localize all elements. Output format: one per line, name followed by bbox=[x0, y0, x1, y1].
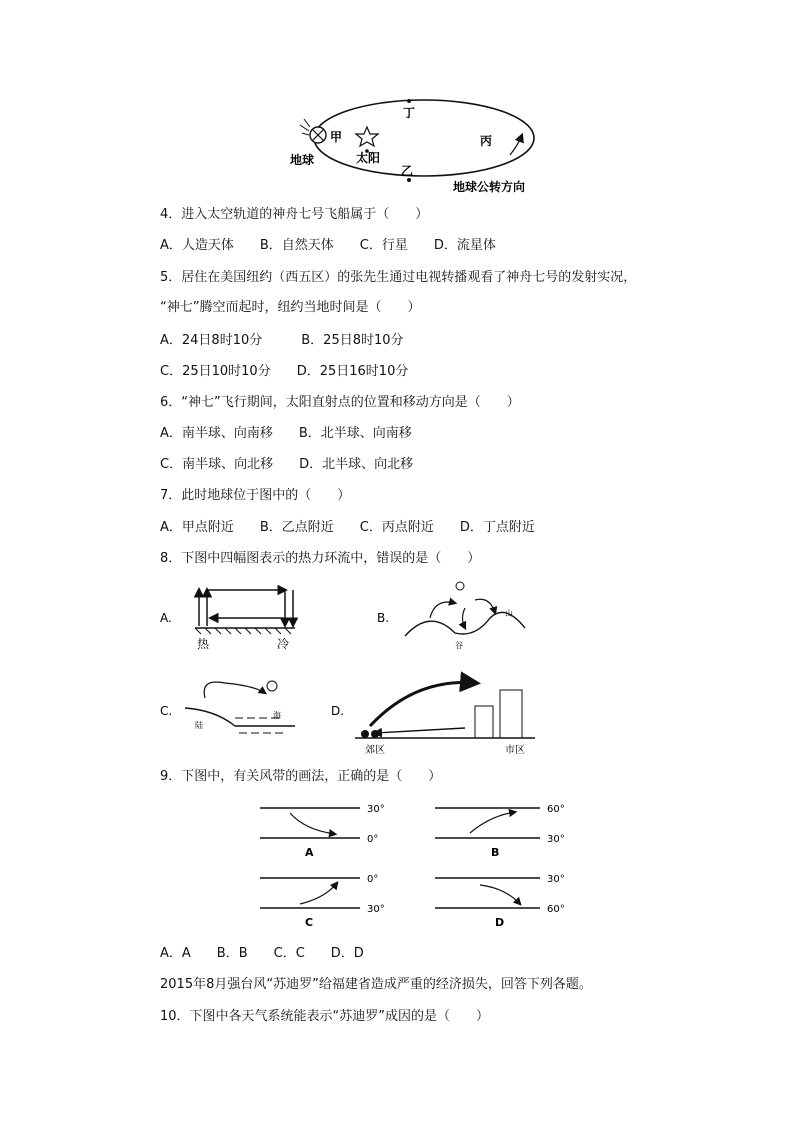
panel-a-cold: 冷 bbox=[277, 637, 290, 651]
question-5-options-1: A．24日8时10分 B．25日8时10分 bbox=[160, 333, 404, 348]
label-earth: 地球 bbox=[290, 153, 315, 167]
wind-a-letter: A bbox=[305, 846, 314, 859]
wind-c-top: 0° bbox=[367, 874, 379, 885]
question-6-options-2: C．南半球、向北移 D．北半球、向北移 bbox=[160, 457, 414, 472]
label-sun: 太阳 bbox=[356, 151, 381, 165]
wind-panel-b bbox=[435, 804, 565, 859]
label-bing: 丙 bbox=[480, 134, 493, 148]
question-8: 8．下图中四幅图表示的热力环流中，错误的是（ ） bbox=[160, 551, 481, 566]
typhoon-intro: 2015年8月强台风“苏迪罗”给福建省造成严重的经济损失，回答下列各题。 bbox=[160, 977, 592, 992]
wind-c-letter: C bbox=[305, 916, 314, 929]
question-9: 9．下图中，有关风带的画法，正确的是（ ） bbox=[160, 769, 442, 784]
panel-b-valley: 谷 bbox=[455, 641, 463, 650]
wind-d-bottom: 60° bbox=[547, 904, 565, 915]
panel-c-land: 陆 bbox=[195, 721, 203, 730]
panel-c-letter: C. bbox=[160, 704, 173, 718]
panel-b-letter: B. bbox=[377, 611, 390, 625]
wind-belt-figure bbox=[255, 798, 585, 933]
question-5-cont: “神七”腾空而起时，纽约当地时间是（ ） bbox=[160, 300, 421, 315]
question-5: 5．居住在美国纽约（西五区）的张先生通过电视转播观看了神舟七号的发射实况， bbox=[160, 270, 637, 285]
question-9-options: A．A B．B C．C D．D bbox=[160, 946, 364, 961]
question-7: 7．此时地球位于图中的（ ） bbox=[160, 488, 351, 503]
panel-b bbox=[377, 582, 525, 650]
label-direction: 地球公转方向 bbox=[453, 180, 526, 194]
question-4-options: A．人造天体 B．自然天体 C．行星 D．流星体 bbox=[160, 238, 496, 253]
panel-d-letter: D. bbox=[331, 704, 345, 718]
panel-d-city: 市区 bbox=[505, 745, 525, 756]
panel-a bbox=[160, 590, 295, 651]
label-ding: 丁 bbox=[403, 106, 416, 120]
wind-a-bottom: 0° bbox=[367, 834, 379, 845]
panel-d-suburb: 郊区 bbox=[365, 745, 385, 756]
wind-a-top: 30° bbox=[367, 804, 385, 815]
wind-panel-d bbox=[435, 874, 565, 929]
panel-c-sea: 海 bbox=[273, 711, 281, 720]
panel-a-hot: 热 bbox=[197, 637, 210, 651]
thermal-circulation-figure bbox=[155, 578, 535, 758]
orbit-diagram bbox=[290, 95, 560, 195]
panel-a-letter: A. bbox=[160, 611, 172, 625]
label-jia: 甲 bbox=[330, 130, 343, 144]
wind-c-bottom: 30° bbox=[367, 904, 385, 915]
wind-panel-c bbox=[260, 874, 385, 929]
question-5-options-2: C．25日10时10分 D．25日16时10分 bbox=[160, 364, 409, 379]
wind-b-bottom: 30° bbox=[547, 834, 565, 845]
question-7-options: A．甲点附近 B．乙点附近 C．丙点附近 D．丁点附近 bbox=[160, 520, 535, 535]
wind-panel-a bbox=[260, 804, 385, 859]
panel-d bbox=[331, 683, 535, 756]
question-6: 6．“神七”飞行期间，太阳直射点的位置和移动方向是（ ） bbox=[160, 395, 520, 410]
wind-b-letter: B bbox=[491, 846, 500, 859]
wind-d-top: 30° bbox=[547, 874, 565, 885]
question-6-options-1: A．南半球、向南移 B．北半球、向南移 bbox=[160, 426, 412, 441]
wind-d-letter: D bbox=[495, 916, 505, 929]
question-4: 4．进入太空轨道的神舟七号飞船属于（ ） bbox=[160, 207, 429, 222]
sun-icon bbox=[356, 127, 378, 153]
panel-c bbox=[160, 681, 295, 733]
wind-b-top: 60° bbox=[547, 804, 565, 815]
question-10: 10．下图中各天气系统能表示“苏迪罗”成因的是（ ） bbox=[160, 1009, 490, 1024]
panel-b-mountain: 山 bbox=[505, 609, 513, 618]
label-yi: 乙 bbox=[401, 164, 414, 178]
orbit-ellipse bbox=[314, 100, 534, 176]
